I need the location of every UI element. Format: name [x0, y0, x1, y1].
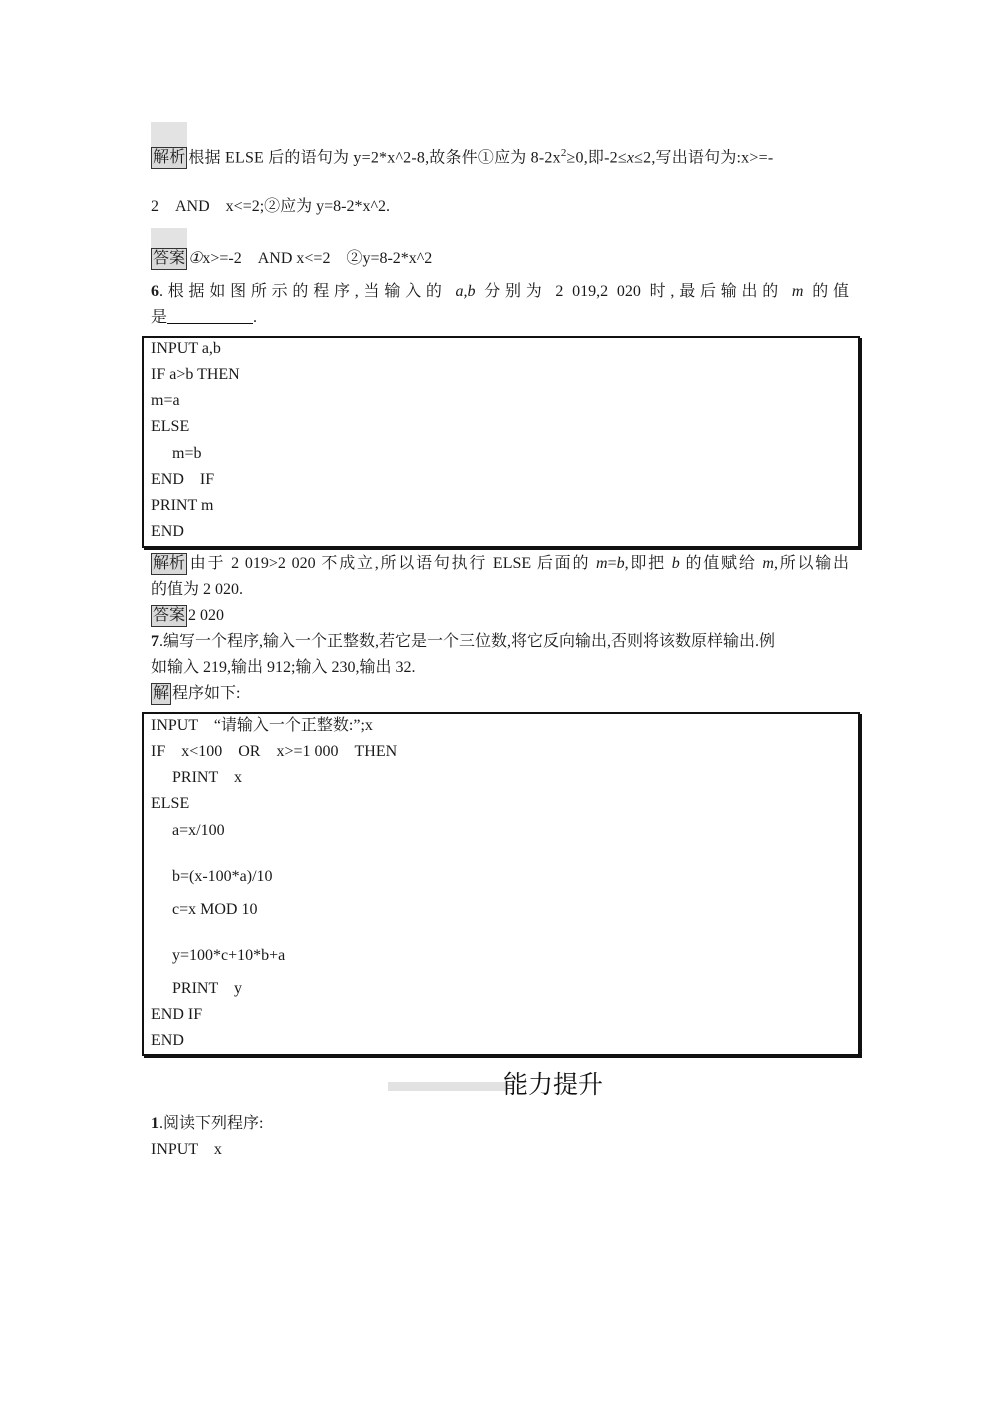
q6-analysis-line-2: 的值为 2 020. [151, 581, 244, 598]
code-line: m=b [160, 445, 202, 462]
q7-solution-line: 解 程序如下: [151, 683, 240, 705]
q6-analysis-line-1: 解析 由于 2 019>2 020 不成立,所以语句执行 ELSE 后面的 m=b,即把 b 的值赋给 m,所以输出 [151, 553, 849, 575]
q6-answer-line: 答案 2 020 [151, 605, 224, 627]
code-line: ELSE [151, 418, 190, 435]
code-line: INPUT x [151, 1141, 222, 1158]
q7-line-2: 如输入 219,输出 912;输入 230,输出 32. [151, 659, 416, 676]
code-line: y=100*c+10*b+a [160, 947, 286, 964]
code-line: END IF [151, 471, 215, 488]
analysis-label: 解析 [151, 553, 187, 575]
code-line: m=a [151, 392, 180, 409]
code-line: PRINT m [151, 497, 214, 514]
code-line: END IF [151, 1006, 203, 1023]
code-line: IF x<100 OR x>=1 000 THEN [151, 743, 398, 760]
q6-line-2: 是 . [151, 309, 258, 326]
q7-line-1: 7.编写一个程序,输入一个正整数,若它是一个三位数,将它反向输出,否则将该数原样输出.例 [151, 633, 776, 650]
code-line: b=(x-100*a)/10 [160, 868, 273, 885]
answer-label: 答案 [151, 605, 187, 627]
analysis-line-2: 2 AND x<=2;②应为 y=8-2*x^2. [151, 198, 391, 215]
answer-blank [167, 307, 253, 324]
code-line: IF a>b THEN [151, 366, 240, 383]
q6-line-1: 6.根据如图所示的程序,当输入的 a,b 分别为 2 019,2 020 时,最后输出的 m 的值 [151, 283, 849, 300]
analysis-label: 解析 [151, 147, 187, 169]
p1-line: 1.阅读下列程序: [151, 1115, 264, 1132]
code-line: END [151, 523, 184, 540]
code-line: c=x MOD 10 [160, 901, 258, 918]
section-title: 能力提升 [503, 1070, 604, 1099]
code-line: END [151, 1032, 184, 1049]
code-line: INPUT “请输入一个正整数:”;x [151, 717, 373, 734]
answer-label: 答案 [151, 248, 187, 270]
code-box-q6 [142, 336, 860, 548]
analysis-line-1: 解析 根据 ELSE 后的语句为 y=2*x^2-8,故条件①应为 $8-2x^2\ge 0$,即-2≤x≤2,写出语句为:x>=- [151, 142, 773, 169]
solution-label: 解 [151, 683, 171, 705]
section-decoration-bar [388, 1082, 508, 1091]
code-line: PRINT y [160, 980, 242, 997]
code-line: PRINT x [160, 769, 242, 786]
code-line: a=x/100 [160, 822, 225, 839]
code-line: ELSE [151, 795, 190, 812]
code-line: INPUT a,b [151, 340, 221, 357]
answer-line: 答案 ①x>=-2 AND x<=2 ②y=8-2*x^2 [151, 248, 432, 270]
